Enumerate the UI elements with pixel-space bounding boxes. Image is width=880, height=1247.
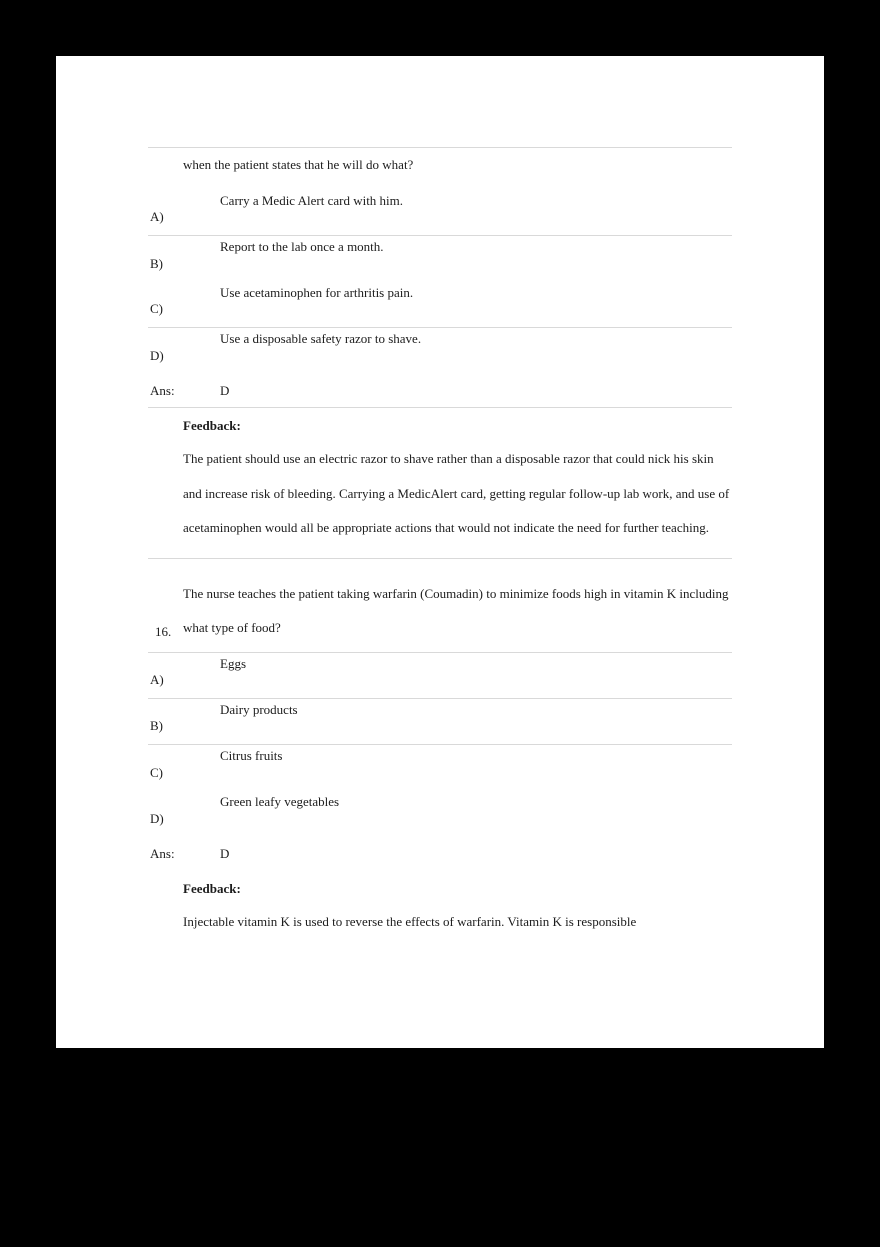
question-16-feedback-row <box>148 871 732 952</box>
question-16-option-d-row <box>148 791 732 837</box>
option-d-text: Use a disposable safety razor to shave. <box>220 331 422 346</box>
feedback-text: The patient should use an electric razor to shave rather than a disposable razor that could nick his skin and increase risk of bleeding. Carrying a MedicAlert card, getting regular follow-up lab work, and use of acetaminophen would all be appropriate actions that would not indicate the need for further teaching. <box>183 451 730 535</box>
answer-value: D <box>220 845 230 861</box>
page-content <box>148 147 732 951</box>
option-d-text: Green leafy vegetables <box>220 793 340 809</box>
option-d-label: D) <box>150 348 164 363</box>
option-b-text: Dairy products <box>220 701 298 717</box>
option-a-label: A) <box>150 209 164 224</box>
answer-value: D <box>220 382 230 398</box>
feedback-heading: Feedback: <box>183 880 241 896</box>
option-c-text: Citrus fruits <box>220 747 283 763</box>
question-16-stem-row <box>148 559 732 653</box>
question-16-stem-text: The nurse teaches the patient taking warfarin (Coumadin) to minimize foods high in vitamin K including what type of food? <box>183 585 729 635</box>
question-16-block <box>148 559 732 952</box>
option-c-label: C) <box>150 301 163 316</box>
question-15-stem-text: when the patient states that he will do what? <box>183 157 414 172</box>
feedback-label-spacer <box>148 415 183 546</box>
question-15-answer-row <box>148 374 732 408</box>
question-15-option-b-row <box>148 236 732 282</box>
answer-label: Ans: <box>150 845 175 861</box>
document-page <box>56 56 824 1048</box>
question-15-option-c-row <box>148 282 732 328</box>
feedback-text: Injectable vitamin K is used to reverse the effects of warfarin. Vitamin K is responsible <box>183 913 637 929</box>
question-16-option-a-row <box>148 653 732 699</box>
question-15-block <box>148 147 732 559</box>
question-15-number-cell <box>148 148 183 190</box>
answer-label: Ans: <box>150 382 175 398</box>
option-b-text: Report to the lab once a month. <box>220 239 384 254</box>
option-c-text: Use acetaminophen for arthritis pain. <box>220 285 414 300</box>
option-b-label: B) <box>150 256 163 271</box>
option-b-label: B) <box>150 717 163 733</box>
question-15-option-d-row <box>148 328 732 374</box>
question-15-feedback-row <box>148 408 732 559</box>
question-16-option-c-row <box>148 745 732 791</box>
feedback-heading: Feedback: <box>183 418 241 433</box>
option-a-text: Carry a Medic Alert card with him. <box>220 193 404 208</box>
option-d-label: D) <box>150 810 164 826</box>
question-15-stem-row <box>148 147 732 190</box>
question-16-number: 16. <box>155 623 172 639</box>
question-16-answer-row <box>148 837 732 871</box>
option-a-label: A) <box>150 671 164 687</box>
feedback-label-spacer <box>148 878 183 940</box>
option-c-label: C) <box>150 764 163 780</box>
option-a-text: Eggs <box>220 655 246 671</box>
question-16-option-b-row <box>148 699 732 745</box>
question-15-option-a-row <box>148 190 732 236</box>
